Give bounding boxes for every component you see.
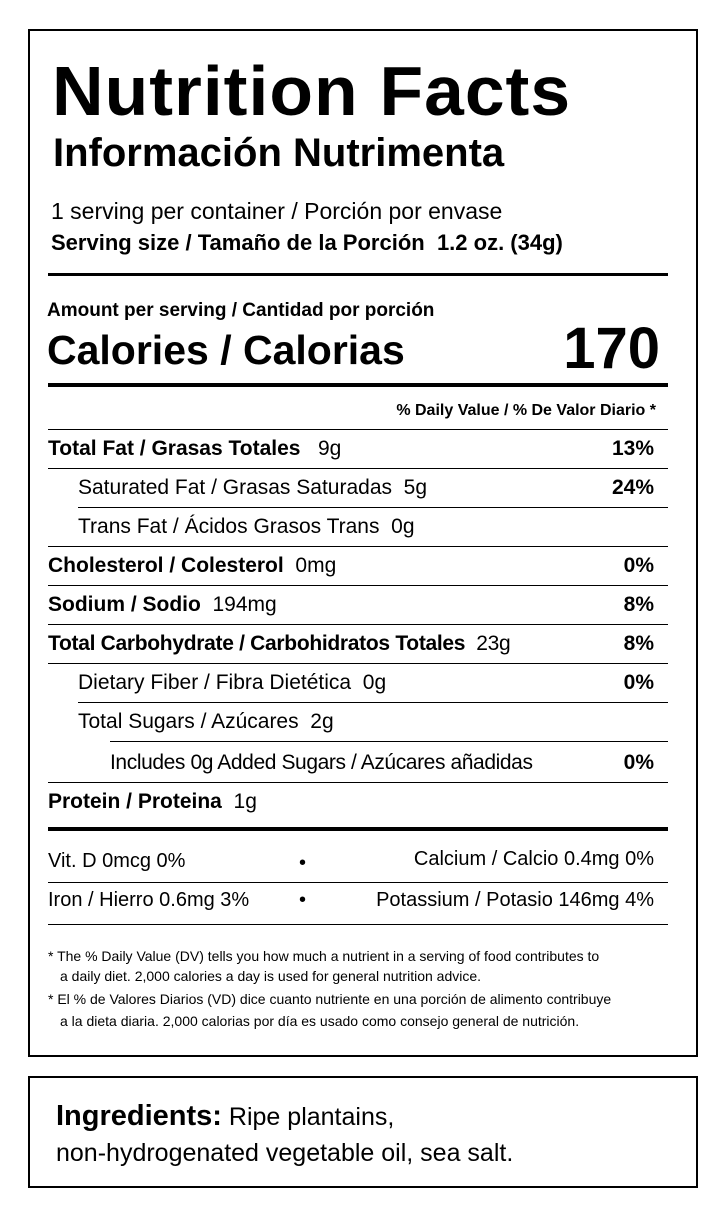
serving-size <box>51 229 563 257</box>
nutrient-amount: 2g <box>310 710 334 733</box>
vitamin-d: Vit. D 0mcg 0% <box>48 850 186 872</box>
amount-per-serving: Amount per serving / Cantidad por porción <box>47 300 435 321</box>
nutrient-row-trans-fat <box>30 508 696 546</box>
nutrient-dv: 24% <box>611 476 654 499</box>
calcium: Calcium / Calcio 0.4mg 0% <box>413 848 654 870</box>
footnote-es-1: * El % de Valores Diarios (VD) dice cuanto nutriente en una porción de alimento contribuye <box>48 991 612 1007</box>
nutrient-row-total-carbohydrate <box>30 625 696 663</box>
nutrient-row-cholesterol <box>30 547 696 585</box>
nutrient-row-saturated-fat <box>30 469 696 507</box>
nutrient-row-protein <box>30 783 696 821</box>
nutrient-label: Sodium / Sodio <box>48 593 201 616</box>
divider-thin <box>48 882 668 883</box>
nutrient-label: Total Carbohydrate / Carbohidratos Totales <box>48 632 466 655</box>
nutrition-facts-panel <box>28 29 698 1057</box>
nutrient-row-dietary-fiber <box>30 664 696 702</box>
nutrient-amount: 0mg <box>295 554 337 577</box>
footnote-es-2: a la dieta diaria. 2,000 calorias por día es usado como consejo general de nutrición. <box>60 1013 580 1029</box>
nutrient-row-sodium <box>30 586 696 624</box>
divider-thick <box>48 827 668 831</box>
iron: Iron / Hierro 0.6mg 3% <box>48 889 250 911</box>
nutrient-dv: 0% <box>623 751 654 774</box>
daily-value-header: % Daily Value / % De Valor Diario * <box>396 402 656 419</box>
calories-label: Calories / Calorias <box>47 327 405 373</box>
potassium: Potassium / Potasio 146mg 4% <box>376 889 654 911</box>
servings-per-container: 1 serving per container / Porción por envase <box>51 198 503 224</box>
footnote-en-2: a daily diet. 2,000 calories a day is used for general nutrition advice. <box>60 968 482 984</box>
divider-thin <box>110 741 668 742</box>
divider-thick <box>48 383 668 387</box>
nutrient-label: Saturated Fat / Grasas Saturadas <box>78 476 392 499</box>
nutrient-row-total-fat <box>30 430 696 468</box>
nutrient-amount: 5g <box>403 476 428 499</box>
footnote-en-1: * The % Daily Value (DV) tells you how much a nutrient in a serving of food contributes to <box>48 948 600 964</box>
divider-thin <box>48 924 668 925</box>
nutrient-label: Trans Fat / Ácidos Grasos Trans <box>78 515 380 538</box>
nutrient-amount: 1g <box>233 790 257 813</box>
bullet: • <box>299 852 307 874</box>
nutrient-label: Protein / Proteina <box>48 790 222 813</box>
divider-thick <box>48 273 668 276</box>
nutrient-dv: 0% <box>623 671 654 694</box>
nutrient-dv: 8% <box>623 593 654 616</box>
nutrient-amount: 194mg <box>212 593 277 616</box>
nutrient-amount: 9g <box>317 437 342 460</box>
nutrient-dv: 13% <box>611 437 654 460</box>
calories-value: 170 <box>563 316 660 381</box>
serving-size-value: 1.2 oz. (34g) <box>436 230 563 255</box>
ingredients-text <box>56 1098 513 1171</box>
nutrient-row-total-sugars <box>30 703 696 741</box>
bullet: • <box>299 889 307 911</box>
ingredients-line-1: Ripe plantains, <box>228 1103 395 1131</box>
ingredients-title: Ingredients: <box>56 1100 222 1132</box>
panel-subtitle: Información Nutrimenta <box>53 131 505 175</box>
serving-size-label: Serving size / Tamaño de la Porción <box>51 230 425 255</box>
nutrient-dv: 0% <box>623 554 654 577</box>
nutrient-dv: 8% <box>623 632 654 655</box>
nutrient-label: Cholesterol / Colesterol <box>48 554 284 577</box>
nutrient-label: Dietary Fiber / Fibra Dietética <box>78 671 352 694</box>
nutrient-row-added-sugars <box>30 744 696 782</box>
nutrient-label: Total Fat / Grasas Totales <box>48 437 301 460</box>
nutrient-amount: 0g <box>362 671 387 694</box>
nutrient-label: Includes 0g Added Sugars / Azúcares añadidas <box>110 751 533 774</box>
nutrient-amount: 0g <box>391 515 415 538</box>
nutrient-amount: 23g <box>476 632 511 655</box>
ingredients-line-2: non-hydrogenated vegetable oil, sea salt. <box>56 1139 514 1167</box>
nutrient-label: Total Sugars / Azúcares <box>78 710 299 733</box>
panel-title: Nutrition Facts <box>52 52 572 130</box>
ingredients-panel <box>28 1076 698 1188</box>
